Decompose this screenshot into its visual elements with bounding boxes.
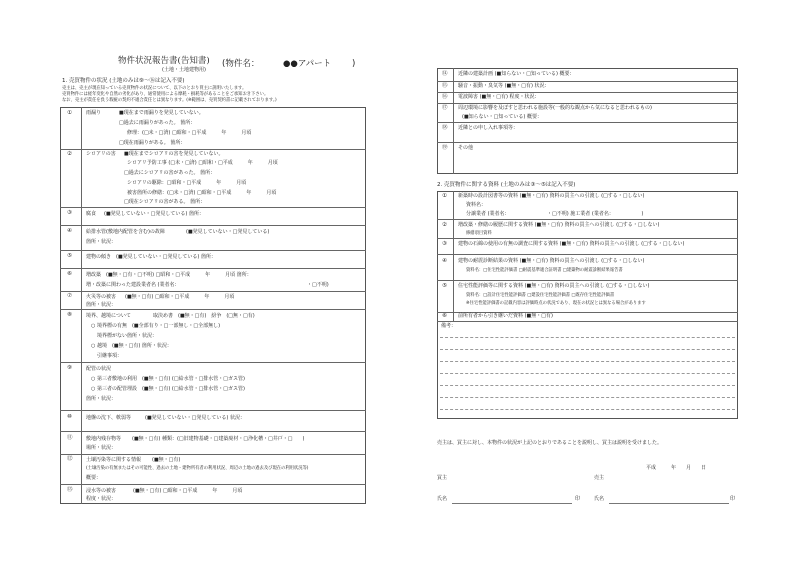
doc-row-2-sub1: 修繕項目資料 xyxy=(466,231,492,236)
row-13-line-1: (■無・□有) □昭和・□平成 年 月頃 xyxy=(133,488,243,494)
seller-name-label: 氏名 xyxy=(594,496,605,502)
row-9-line-3: 箇所・状況： xyxy=(86,396,117,402)
row-8-line-5: 引継事項： xyxy=(97,353,123,359)
right-row-15-text: 騒音・振動・臭気等 (■無・□有) 状況： xyxy=(458,83,550,89)
right-row-17-sub: (■知らない・□知っている) 概要： xyxy=(462,114,542,120)
row-2-line-1: ■現在までシロアリの害を発見していない。 xyxy=(124,151,224,157)
row-2-label: シロアリの害 xyxy=(86,151,116,157)
doc-row-4-num: ④ xyxy=(442,258,447,264)
doc-row-1-num: ① xyxy=(442,193,447,199)
right-row-14-text: 近隣の建築計画 (■知らない・□知っている) 概要： xyxy=(458,71,575,77)
row-9-num: ⑨ xyxy=(67,365,72,371)
row-4-line-1: (■発見していない・□発見している) xyxy=(186,229,270,235)
row-5-line-1: (■発見していない・□発見している) 箇所： xyxy=(116,254,216,260)
row-12-line-3: 概要： xyxy=(86,475,102,481)
doc-row-2-num: ② xyxy=(442,222,447,228)
row-1-label: 雨漏り xyxy=(86,110,102,116)
doc-row-3-text: 建物の石綿の使用の有無の調査に関する資料 (■無・□有) 資料の買主への引渡し (□する・□しない) xyxy=(458,241,685,247)
row-8-line-2: ○ 境界標の有無 (■全部有り・□一部無し・□全部無し) xyxy=(91,323,221,329)
date-label: 平成 年 月 日 xyxy=(646,465,707,471)
seller-label: 売主 xyxy=(594,475,605,481)
row-10-line-1: (■発見していない・□発見している) 状況： xyxy=(145,415,245,421)
section1-intro-2: 売買物件には経年変化や自然の劣化があり、通常使用による摩耗・損耗等があることをご承知おき下さい。 xyxy=(62,92,269,97)
row-13-line-2: 程度・状況： xyxy=(86,496,117,502)
row-11-label: 敷地内残存物等 xyxy=(86,436,122,442)
row-1-line-1: ■現在まで雨漏りを発見していない。 xyxy=(119,110,204,116)
buyer-label: 買主 xyxy=(437,475,448,481)
row-1-line-3: 修理：(□未・□済) □昭和・□平成 年 月頃 xyxy=(127,130,252,136)
row-12-num: ⑫ xyxy=(67,456,73,462)
row-5-num: ⑤ xyxy=(67,253,72,259)
section2-heading: 2. 売買物件に関する資料 (土地のみは③～⑤は記入不要) xyxy=(437,182,576,188)
remarks-label: 備考： xyxy=(441,323,457,329)
section1-heading: 1. 売買物件の状況 (土地のみは⑨～⑯は記入不要) xyxy=(62,78,185,84)
property-close: ) xyxy=(352,59,356,69)
row-3-label: 腐食 xyxy=(86,211,97,217)
row-12-line-1: (■無・□有) xyxy=(152,457,181,463)
row-8-label: 境界、越境について xyxy=(86,313,131,319)
row-6-label: 増改築 xyxy=(86,272,102,278)
doc-row-5-text: 住宅性能評価等に関する資料 (■無・□有) 資料の買主への引渡し (□する・□しない) xyxy=(458,283,650,289)
row-11-line-2: 場所・状況： xyxy=(86,445,117,451)
document-subtitle: (土地・土地建物用) xyxy=(162,67,206,73)
right-row-15-num: ⑮ xyxy=(442,83,448,89)
row-4-line-2: 箇所・状況： xyxy=(86,239,117,245)
buyer-seal: 印 xyxy=(575,496,581,502)
row-4-label: 給排水管(敷地内配管を含む)の故障 xyxy=(86,229,165,235)
row-8-line-4: ○ 越境 (■無・□有) 箇所・状況： xyxy=(91,343,172,349)
row-8-line-1: 取決め書 (■無・□有) 紛争 (□無・□有) xyxy=(153,313,255,319)
doc-row-1-text: 新築時の設計図書等の資料 (■無・□有) 資料の買主への引渡し (□する・□しない) xyxy=(458,193,645,199)
row-4-num: ④ xyxy=(67,228,72,234)
row-6-line-2: 増・改築に関わった建設業者名 (業者名： ・□不明) xyxy=(86,282,329,288)
right-row-16-text: 電波障害 (■無・□有) 程度・状況： xyxy=(458,94,540,100)
doc-row-4-text: 建物の耐震診断結果の資料 (■無・□有) 資料の買主への引渡し (□する・□しない) xyxy=(458,258,645,264)
row-10-label: 地盤の沈下、軟弱等 xyxy=(86,415,132,421)
confirmation-statement: 売主は、買主に対し、本物件の状況が上記のとおりであることを説明し、買主は説明を受けました。 xyxy=(437,440,663,446)
doc-row-1-sub2: 分譲業者 (業者名： ・□不明) 施工業者 (業者名： ) xyxy=(466,211,644,217)
right-row-19-text: その他 xyxy=(458,145,474,151)
seller-seal: 印 xyxy=(730,496,736,502)
row-7-label: 火災等の被害 xyxy=(86,294,117,300)
row-7-line-1: (■無・□有) □昭和・□平成 年 月頃 xyxy=(125,294,235,300)
row-11-num: ⑪ xyxy=(67,435,73,441)
row-7-num: ⑦ xyxy=(67,293,72,299)
doc-row-3-num: ③ xyxy=(442,241,447,247)
row-1-line-2: □過去に雨漏りがあった。 箇所： xyxy=(119,120,196,126)
section1-intro-1: 売主は、売主が現在知っている売買物件の状況について、以下のとおり買主に説明いたします。 xyxy=(62,86,247,91)
buyer-name-label: 氏名 xyxy=(437,496,448,502)
row-13-num: ⑬ xyxy=(67,487,73,493)
row-11-line-1: (■無・□有) 種類：(□旧建物基礎・□建築廃材・□浄化槽・□井戸・□ ) xyxy=(132,436,305,442)
row-7-line-2: 箇所・状況： xyxy=(86,302,117,308)
right-row-18-text: 近隣との申し入れ事項等： xyxy=(458,125,519,131)
property-value: ●●アパート xyxy=(283,59,332,69)
row-2-line-6: □現在シロアリの害がある。 箇所： xyxy=(124,199,206,205)
row-8-line-3: 境界標がない箇所・状況： xyxy=(97,333,158,339)
row-3-line-1: (■発見していない・□発見している) 箇所： xyxy=(104,211,204,217)
right-row-17-num: ⑰ xyxy=(442,105,448,111)
row-3-num: ③ xyxy=(67,210,72,216)
row-2-line-5: 被害箇所の修繕：(□未・□済) □昭和・□平成 年 月頃 xyxy=(127,190,277,196)
row-1-num: ① xyxy=(67,110,72,116)
property-label: (物件名： xyxy=(222,59,260,69)
right-row-17-text: 周辺環境に影響を及ぼすと思われる施設等(一般的な観点から気になると思われるもの) xyxy=(458,105,652,111)
row-9-line-1: ○ 第三者敷地の利用 (■無・□有) (□給水管・□排水管・□ガス管) xyxy=(91,376,245,382)
doc-row-5-sub2: ※住宅性能評価書の記載内容は評価時点の状況であり、現在の状況とは異なる場合があります xyxy=(466,301,646,306)
row-12-label: 土壌汚染等に関する情報 xyxy=(86,457,142,463)
right-row-18-num: ⑱ xyxy=(442,125,448,131)
row-1-line-4: □現在雨漏りがある。 箇所： xyxy=(119,140,186,146)
row-2-line-4: シロアリの駆除：□昭和・□平成 年 月頃 xyxy=(127,180,247,186)
doc-row-5-num: ⑤ xyxy=(442,283,447,289)
document-title: 物件状況報告書(告知書) xyxy=(118,56,210,66)
section1-intro-3: なお、売主が責任を負う瑕疵の契約不適合責任とは異なります。(※範囲は、売買契約書に記載されております。) xyxy=(62,98,277,103)
row-9-label: 配管の状況 xyxy=(86,366,112,372)
right-row-14-num: ⑭ xyxy=(442,71,448,77)
row-12-line-2: (土壌汚染の有無またはその可能性、過去の土地・建物所有者の利用状況、周辺の土地の過去及び現在の利用状況等) xyxy=(86,466,309,471)
right-row-16-num: ⑯ xyxy=(442,94,448,100)
right-row-19-num: ⑲ xyxy=(442,145,448,151)
row-6-line-1: (■無・□有・□不明) □昭和・□平成 年 月頃 箇所： xyxy=(106,272,252,278)
row-2-line-3: □過去にシロアリの害があった。 箇所： xyxy=(124,170,216,176)
doc-row-2-text: 増改築・修繕の履歴に関する資料 (■無・□有) 資料の買主への引渡し (□する・□しない) xyxy=(458,222,660,228)
row-5-label: 建物の傾き xyxy=(86,254,112,260)
row-2-line-2: シロアリ予防工事 (□未・□済) □昭和・□平成 年 月頃 xyxy=(127,160,278,166)
row-6-num: ⑥ xyxy=(67,271,72,277)
row-9-line-2: ○ 第三者の配管埋設 (■無・□有) (□給水管・□排水管・□ガス管) xyxy=(91,386,245,392)
doc-row-6-text: 前所有者から引き継いだ資料 (■無・□有) xyxy=(458,313,553,319)
doc-row-5-sub1: 資料名：□設計住宅性能評価書 □建設住宅性能評価書 □既存住宅性能評価書 xyxy=(466,293,615,298)
doc-row-4-sub1: 資料名：□住宅性能評価書 □耐震基準適合証明書 □建築物の耐震診断結果報告書 xyxy=(466,268,623,273)
row-10-num: ⑩ xyxy=(67,414,72,420)
row-8-num: ⑧ xyxy=(67,312,72,318)
row-13-label: 浸水等の被害 xyxy=(86,488,117,494)
row-2-num: ② xyxy=(67,151,72,157)
doc-row-1-sub1: 資料名： xyxy=(466,202,487,208)
doc-row-6-num: ⑥ xyxy=(442,313,447,319)
